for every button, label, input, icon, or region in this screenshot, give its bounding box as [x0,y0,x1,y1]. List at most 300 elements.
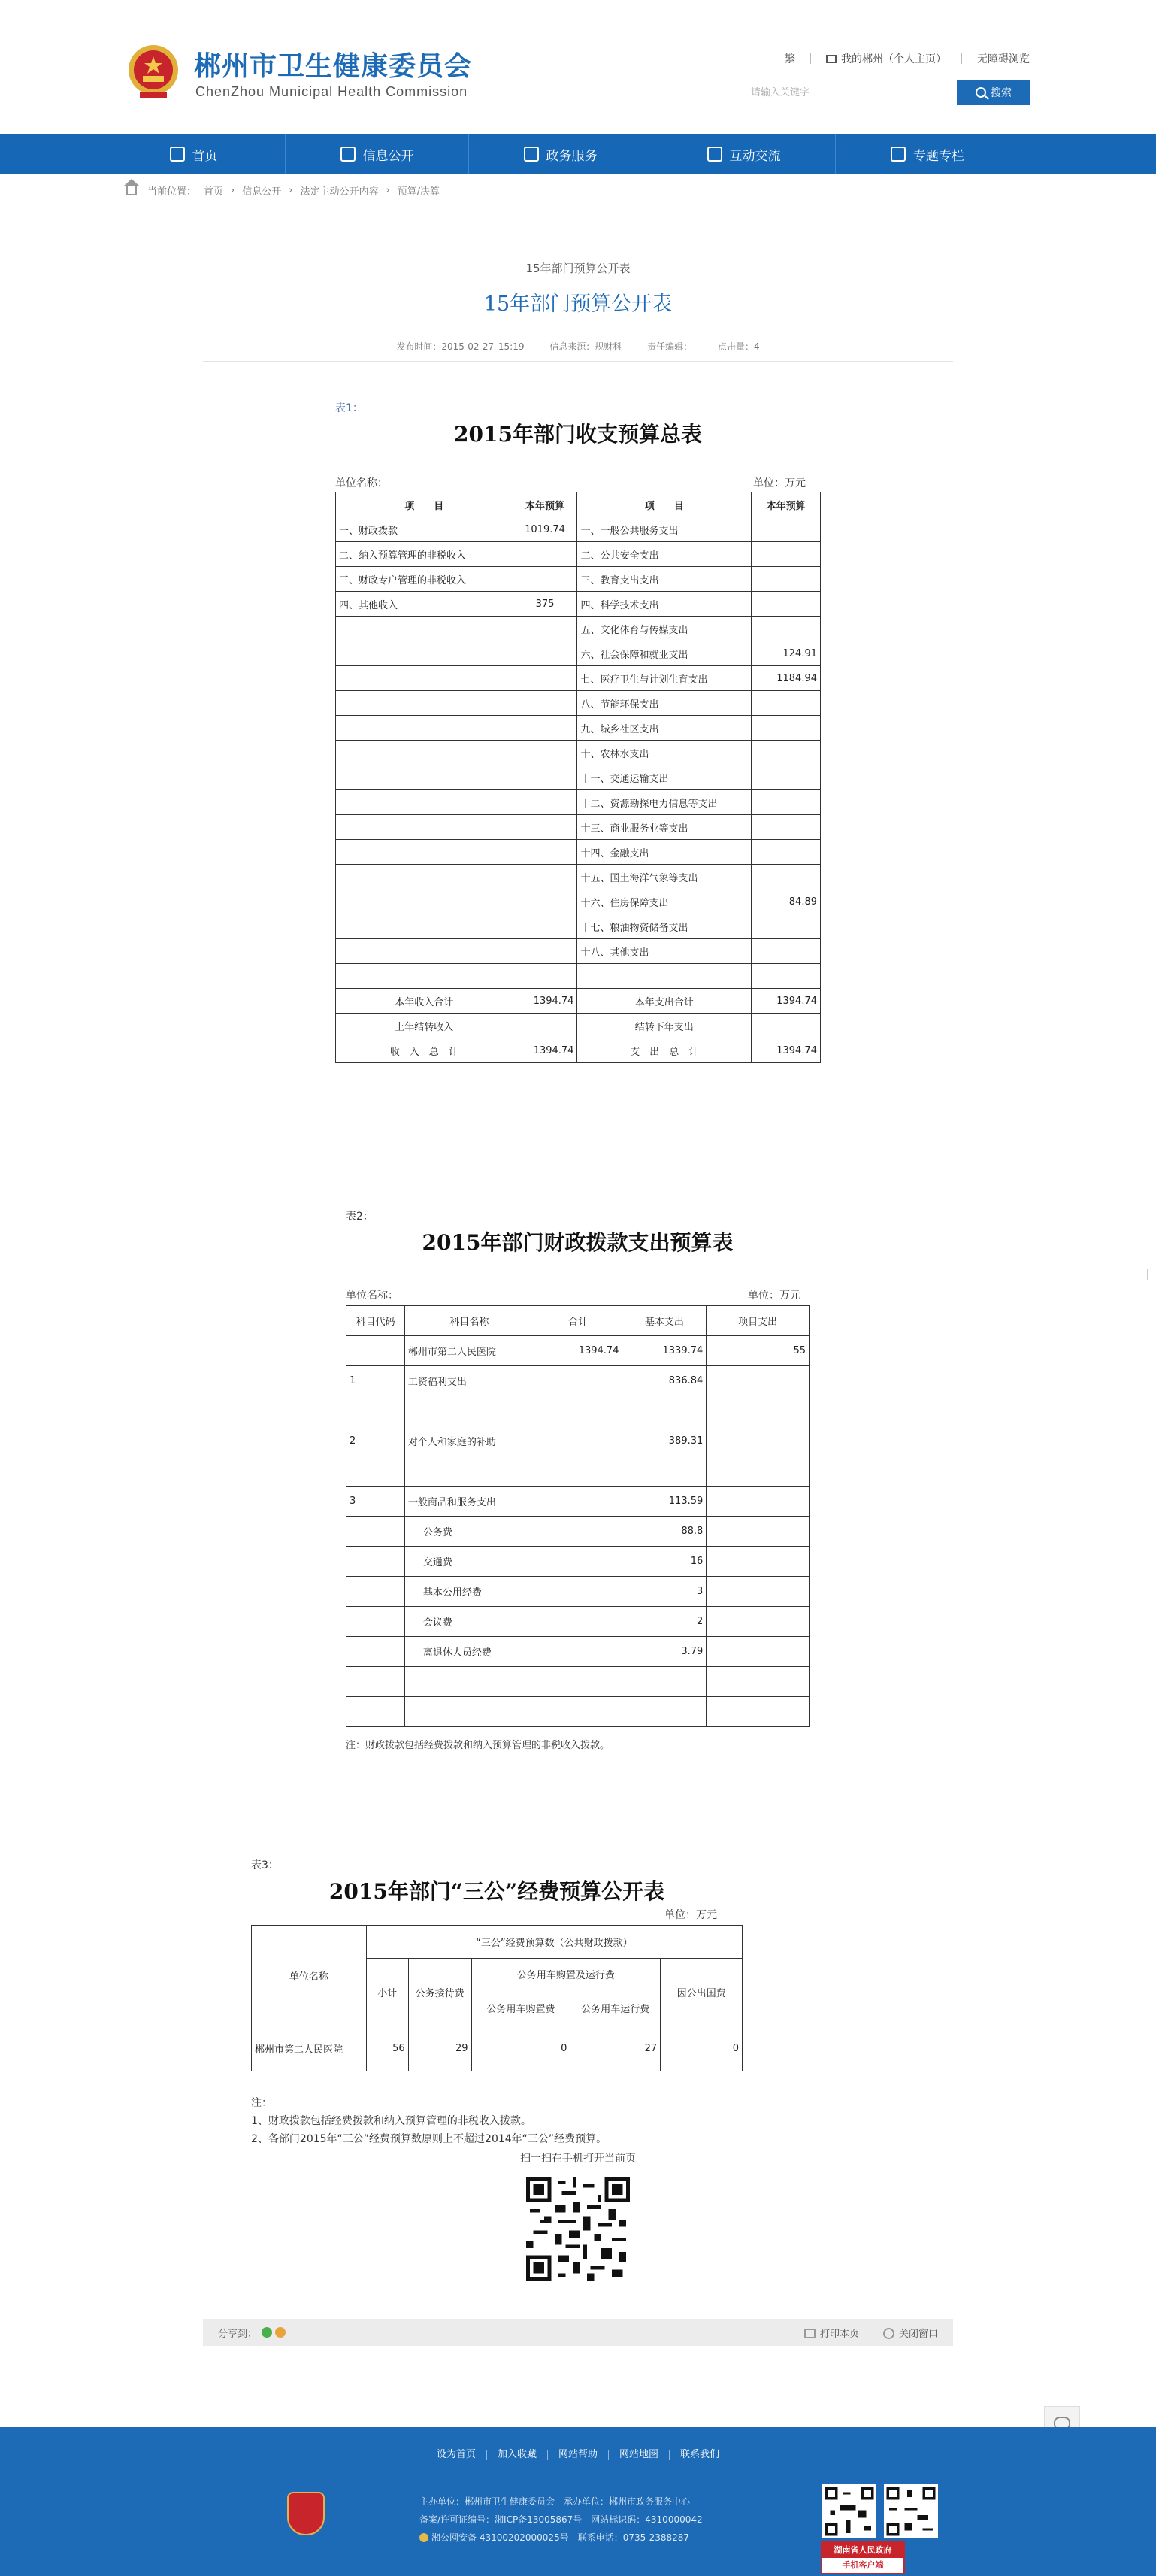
cell-total [534,1577,622,1607]
cell-project [707,1667,810,1697]
table2-label: 表2： [346,1211,374,1223]
table-row [346,1607,810,1637]
cell-expense-item: 十三、商业服务业等支出 [577,815,752,840]
cell-code [346,1517,405,1547]
cell-expense-item: 七、医疗卫生与计划生育支出 [577,666,752,691]
cell-basic: 16 [622,1547,707,1577]
cell-summary-label: 本年支出合计 [577,989,752,1014]
cell-summary-value: 1394.74 [513,989,577,1014]
cell-expense-budget [752,617,821,641]
print-icon [804,2329,816,2338]
header-vehicle: 公务用车购置及运行费 [471,1959,661,1990]
police-badge-icon [419,2533,428,2542]
cell-subject [404,1396,534,1426]
cell-total [534,1547,622,1577]
table-row [336,567,821,592]
cell-expense-budget [752,592,821,617]
view-count: 点击量：4 [718,341,760,352]
chat-icon [707,147,722,162]
scrollbar-grip[interactable] [1147,1269,1151,1280]
cell-code [346,1697,405,1727]
cell-expense-budget [752,691,821,716]
cell-income-budget [513,939,577,964]
cell-project [707,1637,810,1667]
cell-expense-budget [752,815,821,840]
cell-project [707,1577,810,1607]
cell-expense-item: 九、城乡社区支出 [577,716,752,741]
nav-label: 互动交流 [729,148,781,164]
nav-label: 专题专栏 [913,148,964,164]
close-icon [883,2328,894,2339]
search-button[interactable] [958,80,1030,105]
cell-code [346,1456,405,1487]
table-row [336,840,821,865]
nav-home[interactable] [102,134,286,174]
cell-income-budget [513,741,577,765]
app-badge-title: 湖南省人民政府 [822,2543,903,2558]
table-row [346,1426,810,1456]
cell-income-item [336,790,513,815]
cell-summary-label: 支 出 总 计 [577,1038,752,1063]
header-vehicle-purchase: 公务用车购置费 [471,1990,570,2026]
table-row [336,592,821,617]
table3-unit: 单位：万元 [664,1909,717,1921]
cell-expense-budget [752,716,821,741]
cell-unit: 郴州市第二人民医院 [252,2026,367,2071]
cell-expense-item: 一、一般公共服务支出 [577,517,752,542]
header-budget: 本年预算 [752,492,821,517]
footer-link-contact[interactable]: 联系我们 [680,2449,720,2460]
header-unit-name: 单位名称 [252,1926,367,2026]
document-icon [340,147,356,162]
footer-police [419,2531,689,2544]
table3-note-2: 2、各部门2015年“三公”经费预算数原则上不超过2014年“三公”经费预算。 [251,2133,607,2145]
header-total: 小计 [366,1959,408,2026]
table-row [336,939,821,964]
table3-note-1: 1、财政拨款包括经费拨款和纳入预算管理的非税收入拨款。 [251,2115,531,2127]
table-row [346,1366,810,1396]
cell-code [346,1637,405,1667]
article-meta [0,340,1156,353]
breadcrumb-budget[interactable]: 预算/决算 [397,186,440,198]
home-icon [126,186,137,195]
cell-code: 1 [346,1366,405,1396]
table-row [336,914,821,939]
cell-summary-label: 结转下年支出 [577,1014,752,1038]
cell-project [707,1517,810,1547]
search-box [743,80,1030,105]
cell-expense-budget [752,741,821,765]
article-subtitle: 15年部门预算公开表 [525,262,631,275]
table1-unit-name: 单位名称： [335,477,388,489]
main-nav [0,134,1156,174]
table-row [336,964,821,989]
cell-total [534,1607,622,1637]
nav-interaction[interactable] [652,134,836,174]
cell-project [707,1366,810,1396]
table-row [346,1577,810,1607]
cell-income-item [336,765,513,790]
cell-expense-item: 五、文化体育与传媒支出 [577,617,752,641]
cell-expense-item: 十八、其他支出 [577,939,752,964]
cell-subject: 郴州市第二人民医院 [404,1336,534,1366]
cell-summary-label: 收 入 总 计 [336,1038,513,1063]
cell-project [707,1456,810,1487]
search-button-label: 搜索 [991,87,1012,99]
top-links [785,51,1030,66]
cell-expense-item: 四、科学技术支出 [577,592,752,617]
cell-summary-value [513,1014,577,1038]
table-row [252,2026,743,2071]
info-source: 信息来源：规财科 [549,341,622,352]
cell-expense-item: 十一、交通运输支出 [577,765,752,790]
cell-income-item [336,889,513,914]
article-title: 15年部门预算公开表 [483,292,673,316]
cell-code [346,1396,405,1426]
cell-expense-item: 八、节能环保支出 [577,691,752,716]
cell-income-budget [513,790,577,815]
cell-basic: 88.8 [622,1517,707,1547]
cell-expense-item: 十二、资源勘探电力信息等支出 [577,790,752,815]
footer-link-favorite[interactable]: 加入收藏 [487,2450,548,2460]
cell-income-item: 一、财政拨款 [336,517,513,542]
appropriation-table [346,1305,810,1727]
table-row [346,1396,810,1426]
cell-income-budget [513,815,577,840]
table-row [336,790,821,815]
cell-income-item [336,865,513,889]
cell-basic [622,1697,707,1727]
cell-income-item: 四、其他收入 [336,592,513,617]
table1-title: 2015年部门收支预算总表 [454,422,702,447]
cell-subject [404,1697,534,1727]
cell-summary-value: 1394.74 [513,1038,577,1063]
cell-total: 56 [366,2026,408,2071]
app-badge-subtitle: 手机客户端 [842,2560,884,2570]
breadcrumb-home[interactable]: 首页 [204,186,224,198]
header-basic: 基本支出 [622,1306,707,1336]
table2-unit-name: 单位名称： [346,1290,398,1302]
wechat-icon[interactable] [262,2327,272,2338]
header-budget: 本年预算 [513,492,577,517]
cell-income-budget [513,889,577,914]
table-row [336,517,821,542]
header-item: 项 目 [336,492,513,517]
cell-total [534,1637,622,1667]
cell-expense-budget [752,840,821,865]
table-row [346,1517,810,1547]
divider [810,53,811,64]
cell-expense-budget [752,765,821,790]
cell-basic: 3 [622,1577,707,1607]
cell-subject: 离退休人员经费 [404,1637,534,1667]
table-header-row [336,492,821,517]
publish-time: 发布时间：2015-02-27 15:19 [396,341,525,352]
share-bar [203,2319,953,2346]
cell-expense-item: 二、公共安全支出 [577,542,752,567]
my-chenzhou-label: 我的郴州（个人主页） [841,53,946,65]
cell-subject [404,1667,534,1697]
cell-income-item [336,815,513,840]
summary-row [336,1014,821,1038]
cell-subject: 公务费 [404,1517,534,1547]
cell-total: 1394.74 [534,1336,622,1366]
footer-links [0,2450,1156,2460]
cell-code: 3 [346,1487,405,1517]
weibo-icon[interactable] [275,2327,286,2338]
cell-income-budget [513,691,577,716]
cell-basic: 2 [622,1607,707,1637]
table-row [336,691,821,716]
cell-expense-budget: 1184.94 [752,666,821,691]
cell-total [534,1487,622,1517]
table-row [346,1336,810,1366]
footer-link-sitemap[interactable]: 网站地图 [609,2450,670,2460]
qr-code-icon [822,2484,876,2538]
table-row [336,765,821,790]
cell-expense-item: 十五、国土海洋气象等支出 [577,865,752,889]
cell-expense-budget [752,542,821,567]
cell-income-budget: 1019.74 [513,517,577,542]
budget-summary-table [335,492,821,1063]
table3-label: 表3： [251,1859,279,1871]
nav-label: 首页 [192,148,218,164]
table-row [336,542,821,567]
national-emblem-icon [126,41,180,102]
cell-code [346,1607,405,1637]
cell-operation: 27 [570,2026,661,2071]
cell-project [707,1547,810,1577]
cell-expense-budget: 84.89 [752,889,821,914]
header [0,0,1156,134]
close-label: 关闭窗口 [898,2328,938,2340]
summary-row [336,1038,821,1063]
table-header-row [252,1926,743,1959]
cell-income-item [336,939,513,964]
cell-expense-budget: 124.91 [752,641,821,666]
table-row [336,741,821,765]
table-row [336,617,821,641]
table-row [336,641,821,666]
cell-expense-item [577,964,752,989]
cell-subject: 一般商品和服务支出 [404,1487,534,1517]
cell-income-item [336,666,513,691]
party-government-logo[interactable] [287,2492,325,2535]
nav-special-topics[interactable] [836,134,1019,174]
cell-summary-label: 上年结转收入 [336,1014,513,1038]
divider [203,361,953,362]
table-row [346,1667,810,1697]
close-window-button[interactable] [883,2326,938,2340]
cell-expense-budget [752,567,821,592]
cell-code [346,1336,405,1366]
cell-expense-budget [752,865,821,889]
table1-unit: 单位：万元 [753,477,806,489]
cell-subject: 基本公用经费 [404,1577,534,1607]
cell-project [707,1607,810,1637]
cell-project [707,1396,810,1426]
cell-project [707,1426,810,1456]
cell-subject: 对个人和家庭的补助 [404,1426,534,1456]
print-button[interactable] [804,2326,859,2340]
cell-income-item [336,716,513,741]
breadcrumb-info[interactable]: 信息公开 [242,186,282,198]
cell-expense-item: 十六、住房保障支出 [577,889,752,914]
header-vehicle-operation: 公务用车运行费 [570,1990,661,2026]
print-label: 打印本页 [819,2328,859,2340]
qr-code-icon [884,2484,938,2538]
home-icon [170,147,185,162]
header-abroad: 因公出国费 [661,1959,743,2026]
cell-income-item [336,914,513,939]
cell-expense-item: 十、农林水支出 [577,741,752,765]
cell-expense-item: 十七、粮油物资储备支出 [577,914,752,939]
cell-income-budget [513,567,577,592]
cell-code [346,1577,405,1607]
footer-sponsor: 主办单位：郴州市卫生健康委员会 承办单位：郴州市政务服务中心 [419,2496,691,2507]
footer-icp: 备案/许可证编号：湘ICP备13005867号 网站标识码：4310000042 [419,2514,703,2525]
table-row [336,865,821,889]
cell-income-budget [513,641,577,666]
cell-summary-label: 本年收入合计 [336,989,513,1014]
summary-row [336,989,821,1014]
footer-police-text: 湘公网安备 43100202000025号 联系电话：0735-2388287 [431,2532,690,2543]
cell-income-item [336,741,513,765]
cell-summary-value: 1394.74 [752,1038,821,1063]
footer [0,2427,1156,2576]
divider [961,53,962,64]
my-chenzhou-link[interactable] [826,51,946,66]
header-code: 科目代码 [346,1306,405,1336]
table3-note-title: 注： [251,2097,272,2109]
table-row [336,815,821,840]
cell-basic: 113.59 [622,1487,707,1517]
nav-label: 信息公开 [362,148,414,164]
nav-government-services[interactable] [469,134,652,174]
cell-income-item [336,964,513,989]
breadcrumb-statutory[interactable]: 法定主动公开内容 [300,186,379,198]
cell-subject: 交通费 [404,1547,534,1577]
cell-project [707,1697,810,1727]
table2-unit: 单位：万元 [748,1290,800,1302]
cell-income-budget [513,964,577,989]
cell-expense-budget [752,790,821,815]
cell-income-budget [513,716,577,741]
cell-basic [622,1396,707,1426]
site-subtitle: ChenZhou Municipal Health Commission [195,84,468,99]
nav-info-disclosure[interactable] [286,134,469,174]
footer-link-help[interactable]: 网站帮助 [548,2450,609,2460]
cell-total [534,1697,622,1727]
cell-expense-budget [752,939,821,964]
three-public-table [251,1925,743,2071]
nav-label: 政务服务 [546,148,598,164]
cell-project: 55 [707,1336,810,1366]
qr-caption: 扫一扫在手机打开当前页 [520,2153,636,2165]
cell-total [534,1396,622,1426]
cell-basic: 3.79 [622,1637,707,1667]
header-total: 合计 [534,1306,622,1336]
accessibility-link[interactable]: 无障碍浏览 [977,53,1030,65]
breadcrumb: 当前位置： 首页 › 信息公开 › 法定主动公开内容 › 预算/决算 [126,183,440,198]
cell-subject [404,1456,534,1487]
cell-income-budget [513,617,577,641]
cell-income-budget: 375 [513,592,577,617]
header-group: “三公”经费预算数（公共财政拨款） [366,1926,742,1959]
table-row [346,1547,810,1577]
cell-income-item [336,691,513,716]
cell-expense-budget [752,964,821,989]
cell-income-item: 二、纳入预算管理的非税收入 [336,542,513,567]
cell-expense-item: 六、社会保障和就业支出 [577,641,752,666]
cell-total [534,1517,622,1547]
cell-expense-budget [752,914,821,939]
cell-basic: 1339.74 [622,1336,707,1366]
cell-expense-item: 三、教育支出支出 [577,567,752,592]
cell-abroad: 0 [661,2026,743,2071]
site-title: 郴州市卫生健康委员会 [194,51,473,82]
table2-title: 2015年部门财政拨款支出预算表 [422,1230,734,1255]
search-icon [976,87,986,98]
table-row [346,1697,810,1727]
cell-code [346,1667,405,1697]
cell-income-budget [513,840,577,865]
cell-basic [622,1667,707,1697]
table-row [336,666,821,691]
cell-total [534,1426,622,1456]
search-input[interactable] [743,80,958,105]
breadcrumb-label: 当前位置： [147,186,197,198]
table-row [336,716,821,741]
header-item: 项 目 [577,492,752,517]
monitor-icon [826,55,837,63]
cell-code [346,1547,405,1577]
cell-income-budget [513,865,577,889]
header-project: 项目支出 [707,1306,810,1336]
table-row [336,889,821,914]
cell-project [707,1487,810,1517]
cell-income-budget [513,914,577,939]
cell-subject: 工资福利支出 [404,1366,534,1396]
cell-income-item [336,641,513,666]
header-reception: 公务接待费 [408,1959,471,2026]
table-header-row [346,1306,810,1336]
cell-total [534,1667,622,1697]
cell-expense-item: 十四、金融支出 [577,840,752,865]
cell-basic: 389.31 [622,1426,707,1456]
cell-subject: 会议费 [404,1607,534,1637]
mobile-app-badge[interactable] [821,2541,905,2574]
cell-purchase: 0 [471,2026,570,2071]
table2-note: 注：财政拨款包括经费拨款和纳入预算管理的非税收入拨款。 [346,1740,610,1751]
footer-link-homepage[interactable]: 设为首页 [426,2450,487,2460]
cell-summary-value [752,1014,821,1038]
cell-income-budget [513,666,577,691]
cell-summary-value: 1394.74 [752,989,821,1014]
table3-title: 2015年部门“三公”经费预算公开表 [328,1879,665,1904]
cell-income-budget [513,542,577,567]
header-subject: 科目名称 [404,1306,534,1336]
cell-income-item [336,617,513,641]
table-row [346,1456,810,1487]
edit-icon [524,147,539,162]
cell-income-item: 三、财政专户管理的非税收入 [336,567,513,592]
traditional-chinese-link[interactable]: 繁 [785,53,795,65]
table1-label: 表1： [335,402,363,414]
cell-basic: 836.84 [622,1366,707,1396]
qr-code-icon [526,2177,630,2281]
layers-icon [891,147,906,162]
